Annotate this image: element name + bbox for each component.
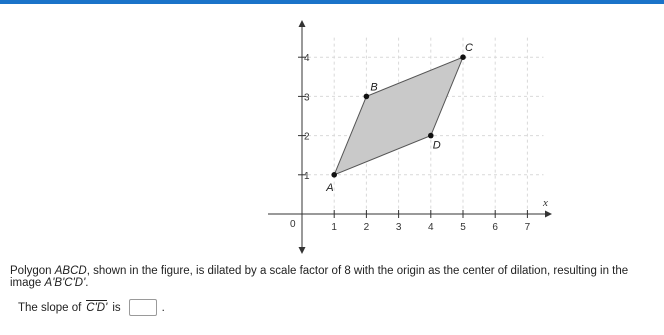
image-polygon-name: A'B'C'D' [44, 277, 86, 289]
overline [86, 300, 107, 301]
question-text-end: . [85, 277, 89, 289]
y-tick-label: 1 [304, 170, 310, 182]
y-tick-label: 4 [304, 53, 310, 65]
question-text-mid: , shown in the figure, is dilated by a scale factor of 8 with the origin as the center of dilation, resulting in the image [10, 265, 629, 289]
y-tick-label: 2 [304, 131, 310, 143]
x-tick-label: 4 [428, 222, 434, 233]
vertex-label-a: A [326, 181, 334, 194]
vertex-point-a [331, 172, 337, 178]
x-axis-arrow [545, 211, 552, 218]
x-tick-label: 1 [331, 222, 337, 233]
vertex-label-b: B [370, 81, 378, 94]
vertex-label-c: C [465, 42, 473, 55]
origin-label: 0 [290, 219, 296, 230]
vertex-point-c [460, 54, 466, 60]
y-tick-label: 3 [304, 92, 310, 104]
answer-row [18, 299, 165, 316]
vertex-label-d: D [432, 139, 441, 152]
answer-suffix: is [112, 301, 121, 314]
answer-input[interactable] [129, 299, 157, 316]
segment-c-prime-d-prime [86, 302, 107, 314]
x-axis-label: x [543, 197, 548, 209]
segment-label: C'D' [86, 301, 108, 314]
question-text-pre: Polygon [10, 265, 55, 277]
x-tick-label: 6 [492, 222, 498, 233]
polygon-name: ABCD [54, 265, 87, 277]
y-axis-arrow-down [299, 247, 306, 254]
x-tick-label: 7 [524, 222, 531, 233]
x-tick-label: 2 [363, 222, 370, 233]
question-text [10, 265, 660, 289]
vertex-point-d [428, 133, 434, 139]
answer-period: . [161, 301, 165, 314]
vertex-point-b [364, 94, 370, 100]
x-tick-label: 3 [395, 222, 402, 233]
x-tick-label: 5 [460, 222, 466, 233]
answer-prefix: The slope of [18, 301, 82, 314]
y-axis-arrow-up [299, 20, 306, 27]
